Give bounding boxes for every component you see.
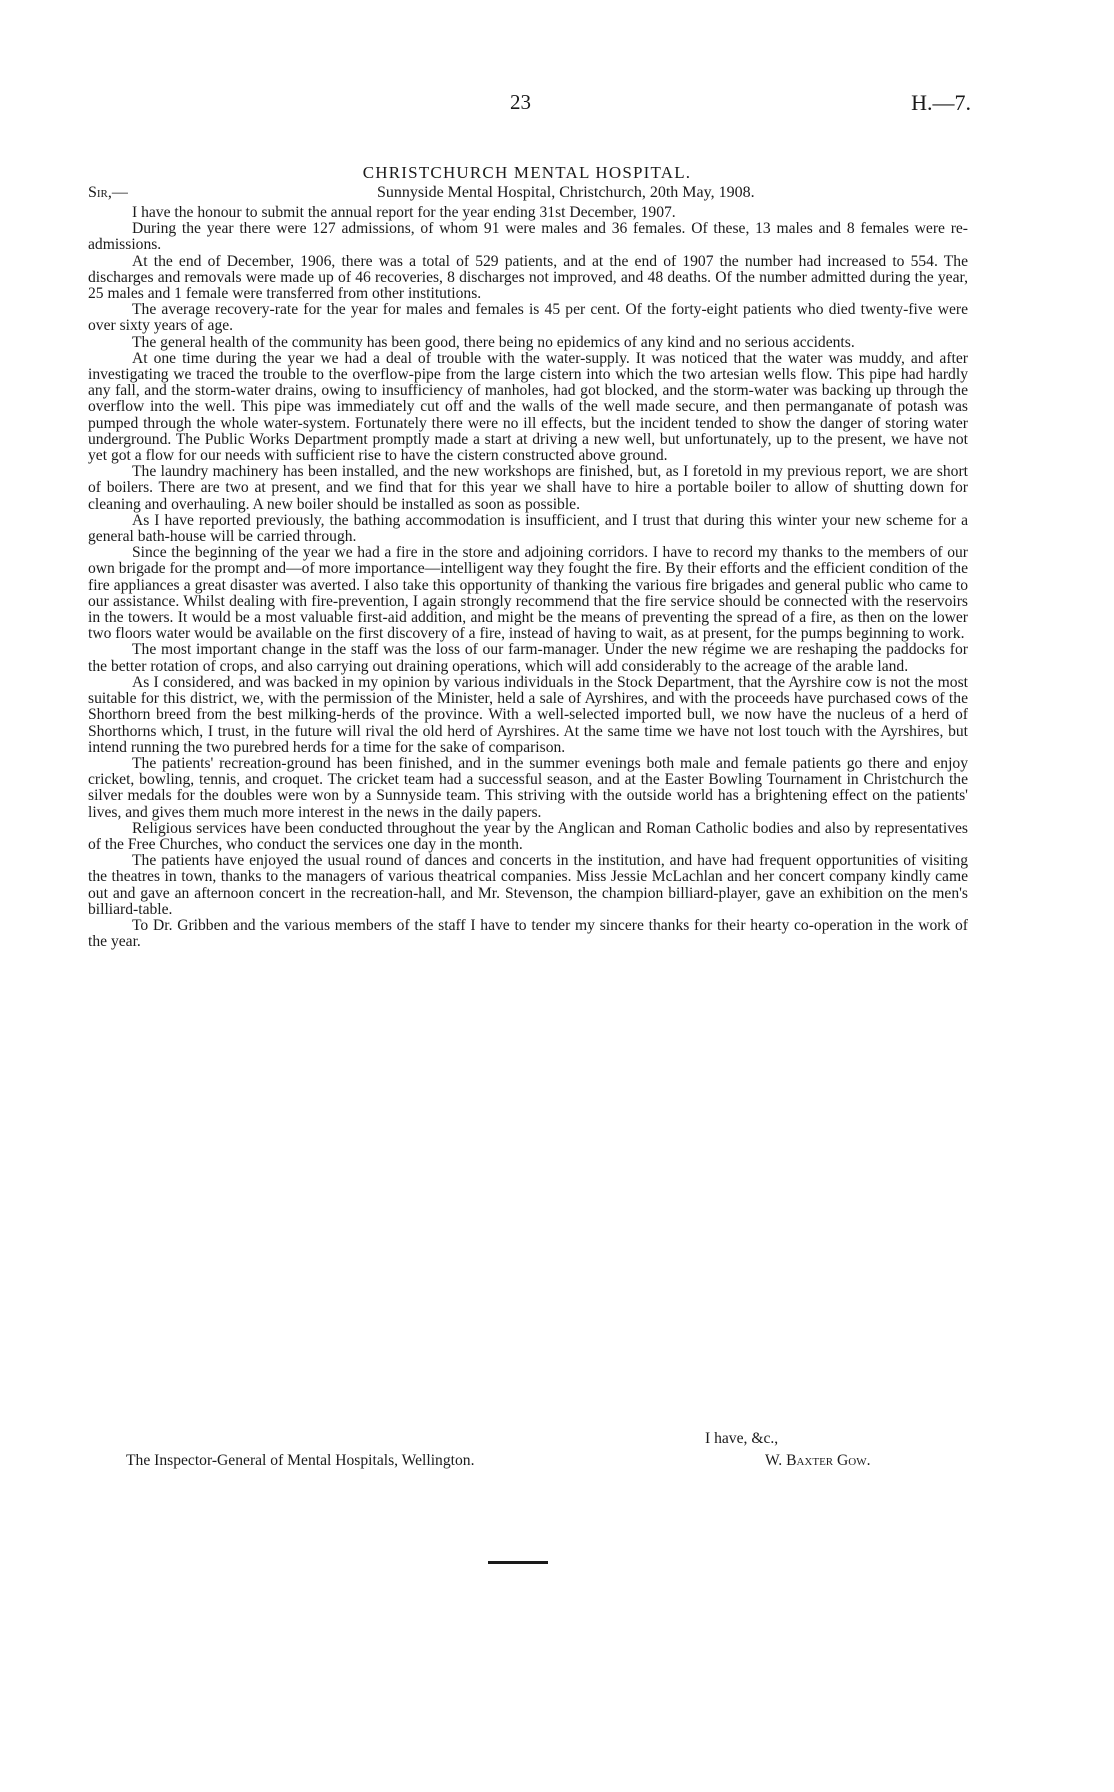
paragraph: The most important change in the staff was the loss of our farm-manager. Under the new régime we are reshaping the paddocks for the better rotation of crops, and also carrying out draining operations, which will add considerably to the acreage of the arable land.	[88, 641, 968, 675]
paragraph: Since the beginning of the year we had a fire in the store and adjoining corridors. I have to record my thanks to the members of our own brigade for the prompt and—of more importance—intelligent way they fought the fire. By their efforts and the efficient condition of the fire appliances a great disaster was averted. I also take this opportunity of thanking the various fire brigades and general public who came to our assistance. Whilst dealing with fire-prevention, I again strongly recommend that the fire service should be connected with the reservoirs in the towers. It would be a most valuable first-aid addition, and might be the means of preventing the spread of a fire, as then on the lower two floors water would be available on the first discovery of a fire, instead of having to wait, as at present, for the pumps beginning to work.	[88, 544, 968, 643]
paragraph: The laundry machinery has been installed, and the new workshops are finished, but, as I foretold in my previous report, we are short of boilers. There are two at present, and we find that for this year we shall have to hire a portable boiler to allow of shutting down for cleaning and overhauling. A new boiler should be installed as soon as possible.	[88, 463, 968, 513]
closing: I have, &c.,	[705, 1430, 779, 1447]
salutation: Sir,—	[88, 184, 128, 201]
addressee: The Inspector-General of Mental Hospitals, Wellington.	[126, 1452, 475, 1469]
paragraph: During the year there were 127 admissions, of whom 91 were males and 36 females. Of these, 13 males and 8 females were re-admissions.	[88, 220, 968, 254]
page-number: 23	[510, 90, 531, 114]
paragraph: At one time during the year we had a deal of trouble with the water-supply. It was noticed that the water was muddy, and after investigating we traced the trouble to the overflow-pipe from the large cistern into which the two artesian wells flow. This pipe had hardly any fall, and the storm-water drains, owing to insufficiency of manholes, had got blocked, and the storm-water was backing up through the overflow into the well. This pipe was immediately cut off and the walls of the well made secure, and then permanganate of potash was pumped through the whole water-system. Fortunately there were no ill effects, but the incident tended to show the danger of storing water underground. The Public Works Department promptly made a start at driving a new well, but unfortunately, up to the present, we have not yet got a flow for our needs with sufficient rise to have the cistern constructed above ground.	[88, 349, 968, 465]
paragraph: To Dr. Gribben and the various members of the staff I have to tender my sincere thanks for their hearty co-operation in the work of the year.	[88, 916, 968, 951]
report-body	[88, 205, 968, 950]
document-reference: H.—7.	[911, 90, 971, 115]
paragraph: The general health of the community has been good, there being no epidemics of any kind and no serious accidents.	[132, 333, 855, 351]
paragraph: At the end of December, 1906, there was a total of 529 patients, and at the end of 1907 the number had increased to 554. The discharges and removals were made up of 46 recoveries, 8 discharges not improved, and 48 deaths. Of the number admitted during the year, 25 males and 1 female were transferred from other institutions.	[88, 252, 968, 303]
address-line: Sunnyside Mental Hospital, Christchurch, 20th May, 1908.	[377, 184, 755, 201]
paragraph: As I considered, and was backed in my opinion by various individuals in the Stock Department, that the Ayrshire cow is not the most suitable for this district, we, with the permission of the Minister, held a sale of Ayrshires, and with the proceeds have purchased cows of the Shorthorn breed from the best milking-herds of the province. With a well-selected imported bull, we now have the nucleus of a herd of Shorthorns which, I trust, in the future will rival the old herd of Ayrshires. At the same time we have not lost touch with the Ayrshires, but intend running the two purebred herds for a time for the sake of comparison.	[88, 673, 968, 756]
paragraph: I have the honour to submit the annual report for the year ending 31st December, 1907.	[132, 204, 676, 221]
page-header	[0, 90, 1114, 120]
paragraph: The average recovery-rate for the year for males and females is 45 per cent. Of the forty-eight patients who died twenty-five were over sixty years of age.	[88, 301, 968, 335]
end-rule	[488, 1561, 548, 1564]
paragraph: As I have reported previously, the bathing accommodation is insufficient, and I trust that during this winter your new scheme for a general bath-house will be carried through.	[88, 511, 968, 546]
paragraph: The patients' recreation-ground has been finished, and in the summer evenings both male and female patients go there and enjoy cricket, bowling, tennis, and croquet. The cricket team had a successful season, and at the Easter Bowling Tournament in Christchurch the silver medals for the doubles were won by a Sunnyside team. This striving with the outside world has a brightening effect on the patients' lives, and gives them much more interest in the news in the daily papers.	[88, 754, 968, 821]
paragraph: Religious services have been conducted throughout the year by the Anglican and Roman Catholic bodies and also by representatives of the Free Churches, who conduct the services one day in the month.	[88, 819, 968, 853]
signature: W. Baxter Gow.	[765, 1452, 871, 1469]
paragraph: The patients have enjoyed the usual round of dances and concerts in the institution, and have had frequent opportunities of visiting the theatres in town, thanks to the managers of various theatrical companies. Miss Jessie McLachlan and her concert company kindly came out and gave an afternoon concert in the recreation-hall, and Mr. Stevenson, the champion billiard-player, gave an exhibition on the men's billiard-table.	[88, 852, 968, 918]
report-title: CHRISTCHURCH MENTAL HOSPITAL.	[362, 163, 692, 182]
